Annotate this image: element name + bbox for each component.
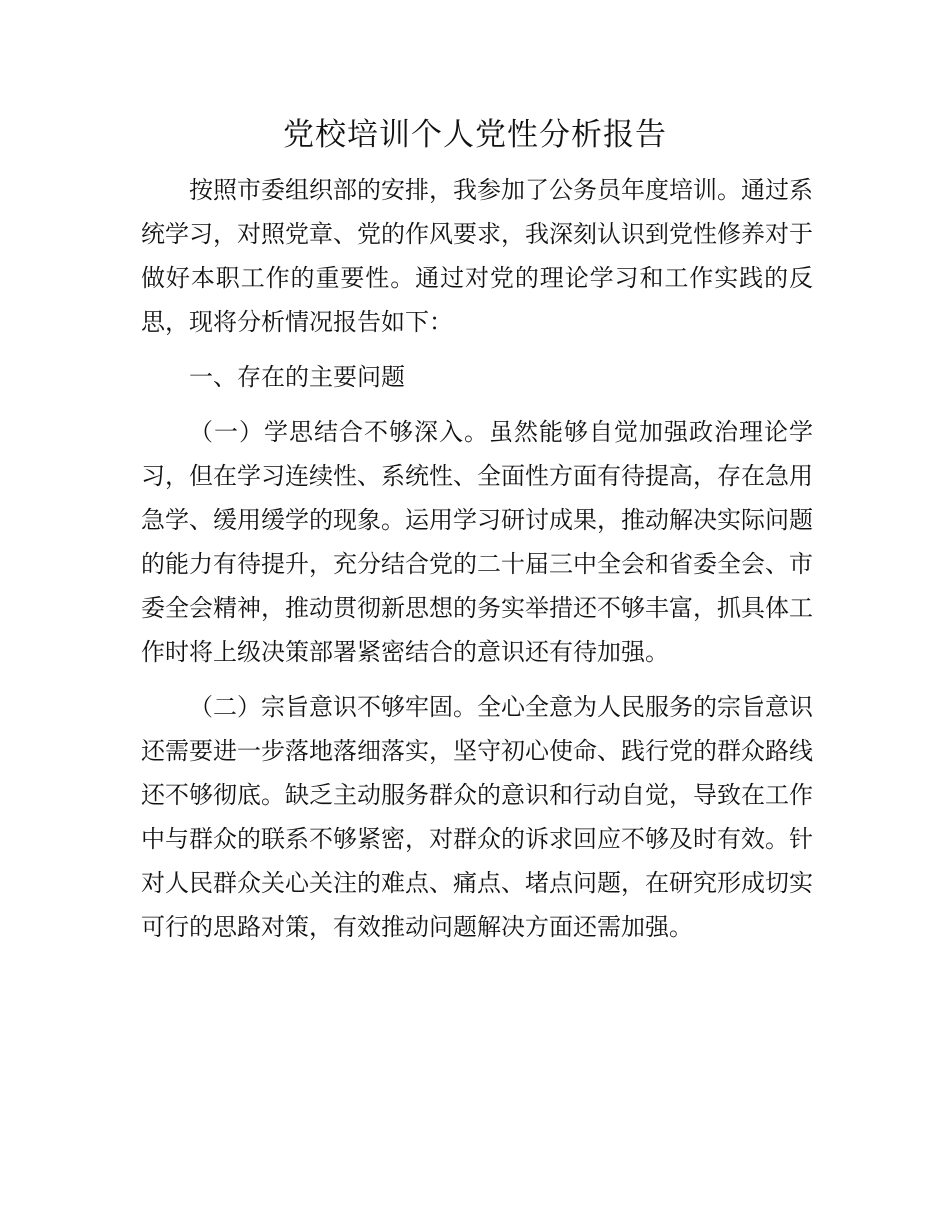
document-title: 党校培训个人党性分析报告 <box>283 117 667 153</box>
problem-paragraph-1: （一）学思结合不够深入。虽然能够自觉加强政治理论学习，但在学习连续性、系统性、全面性方面有待提高，存在急用急学、缓用缓学的现象。运用学习研讨成果，推动解决实际问题的能力有待提升，充分结合党的二十届三中全会和省委全会、市委全会精神，推动贯彻新思想的务实举措还不够丰富，抓具体工作时将上级决策部署紧密结合的意识还有待加强。 <box>141 418 813 666</box>
intro-paragraph: 按照市委组织部的安排，我参加了公务员年度培训。通过系统学习，对照党章、党的作风要求，我深刻认识到党性修养对于做好本职工作的重要性。通过对党的理论学习和工作实践的反思，现将分析情况报告如下： <box>141 176 813 336</box>
section-heading: 一、存在的主要问题 <box>189 363 405 391</box>
document-body <box>141 168 813 949</box>
problem-paragraph-2: （二）宗旨意识不够牢固。全心全意为人民服务的宗旨意识还需要进一步落地落细落实，坚守初心使命、践行党的群众路线还不够彻底。缺乏主动服务群众的意识和行动自觉，导致在工作中与群众的联系不够紧密，对群众的诉求回应不够及时有效。针对人民群众关心关注的难点、痛点、堵点问题，在研究形成切实可行的思路对策，有效推动问题解决方面还需加强。 <box>141 693 813 941</box>
